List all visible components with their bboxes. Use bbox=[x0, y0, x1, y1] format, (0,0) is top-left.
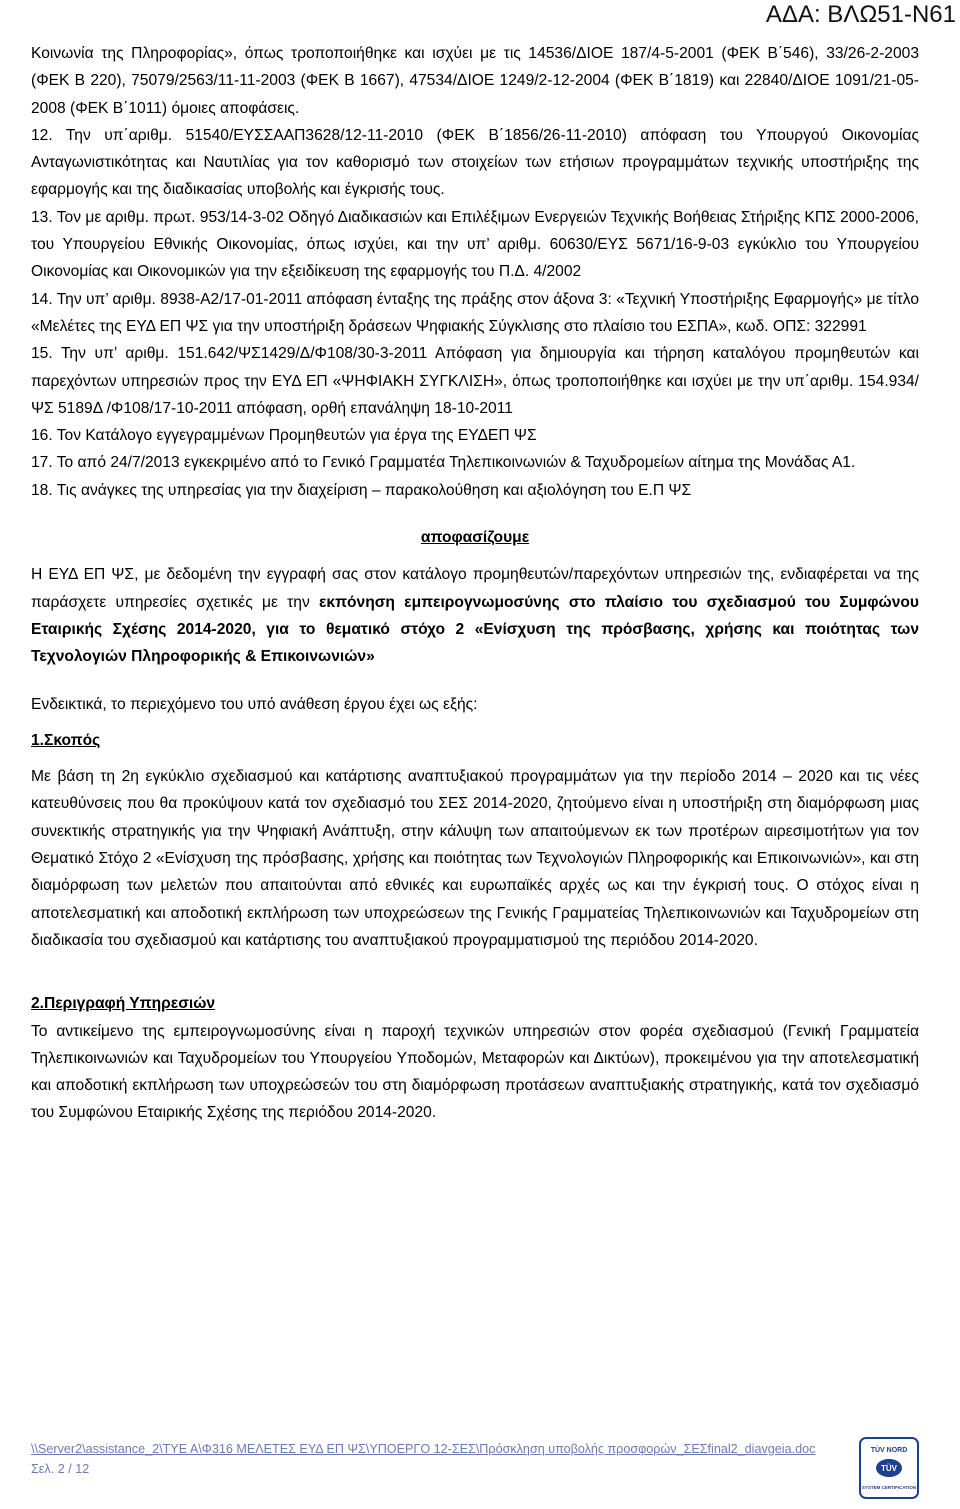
footer-file-path[interactable]: \\Server2\assistance_2\ΤΥΕ Α\Φ316 ΜΕΛΕΤΕΣ ΕΥΔ ΕΠ ΨΣ\ΥΠΟΕΡΓΟ 12-ΣΕΣ\Πρόσκληση υποβολής προσφορών_ΣΕΣfinal2_diavgeia.doc bbox=[31, 1442, 816, 1456]
list-item-17: 17. Το από 24/7/2013 εγκεκριμένο από το Γενικό Γραμματέα Τηλεπικοινωνιών & Ταχυδρομείων αίτημα της Μονάδας Α1. bbox=[31, 454, 856, 472]
document-body bbox=[31, 40, 919, 1127]
seal-mid-text: TÜV bbox=[881, 1464, 897, 1473]
list-item-12: 12. Την υπ΄αριθμ. 51540/ΕΥΣΣΑΑΠ3628/12-11-2010 (ΦΕΚ Β΄1856/26-11-2010) απόφαση του Υπουργού Οικονομίας Ανταγωνιστικότητας και Ναυτιλίας για τον καθορισμό των στοιχείων των ετήσιων προγραμμάτων τεχνικής υποστήριξης της εφαρμογής και της διαδικασίας υποβολής και έγκρισής τους. bbox=[31, 126, 919, 199]
section2-text: Το αντικείμενο της εμπειρογνωμοσύνης είναι η παροχή τεχνικών υπηρεσιών στον φορέα σχεδιασμού (Γενική Γραμματεία Τηλεπικοινωνιών και Ταχυδρομείων του Υπουργείου Υποδομών, Μεταφορών και Δικτύων), προκειμένου για την αποτελεσματική και αποδοτική εκπλήρωση των υποχρεώσεών του στη διαμόρφωση προτάσεων αναπτυξιακής στρατηγικής, κατά τον σχεδιασμό του Συμφώνου Εταιρικής Σχέσης της περιόδου 2014-2020. bbox=[31, 1022, 919, 1122]
ada-code: ΑΔΑ: ΒΛΩ51-Ν61 bbox=[765, 1, 956, 28]
list-item-13: 13. Τον με αριθμ. πρωτ. 953/14-3-02 Οδηγό Διαδικασιών και Επιλέξιμων Ενεργειών Τεχνικής Βοήθειας Στήριξης ΚΠΣ 2000-2006, του Υπουργείου Εθνικής Οικονομίας, όπως ισχύει, και την υπ’ αριθμ. 60630/ΕΥΣ 5671/16-9-03 εγκύκλιο του Υπουργείου Οικονομίας και Οικονομικών για την εξειδίκευση της εφαρμογής του Π.Δ. 4/2002 bbox=[31, 208, 919, 281]
section1-title: 1.Σκοπός bbox=[31, 731, 101, 749]
decision-heading: αποφασίζουμε bbox=[420, 529, 530, 547]
list-item-15: 15. Την υπ’ αριθμ. 151.642/ΨΣ1429/Δ/Φ108/30-3-2011 Απόφαση για δημιουργία και τήρηση καταλόγου προμηθευτών και παρεχόντων υπηρεσιών προς την ΕΥΔ ΕΠ «ΨΗΦΙΑΚΗ ΣΥΓΚΛΙΣΗ», όπως τροποποιήθηκε και ισχύει με την υπ΄αριθμ. 154.934/ ΨΣ 5189Δ /Φ108/17-10-2011 απόφαση, ορθή επανάληψη 18-10-2011 bbox=[31, 345, 919, 417]
list-item-18: 18. Τις ανάγκες της υπηρεσίας για την διαχείριση – παρακολούθηση και αξιολόγηση του Ε.Π ΨΣ bbox=[31, 481, 692, 499]
indicative-text: Ενδεικτικά, το περιεχόμενο του υπό ανάθεση έργου έχει ως εξής: bbox=[31, 695, 478, 713]
decision-bold: εκπόνηση εμπειρογνωμοσύνης στο πλαίσιο του σχεδιασμού του Συμφώνου Εταιρικής Σχέσης 2014-2020, για το θεματικό στόχο 2 «Ενίσχυση της πρόσβασης, χρήσης και ποιότητας των Τεχνολογιών Πληροφορικής & Επικοινωνιών» bbox=[31, 593, 920, 666]
decision-paragraph bbox=[31, 561, 919, 670]
intro-paragraph: Κοινωνία της Πληροφορίας», όπως τροποποιήθηκε και ισχύει με τις 14536/ΔΙΟΕ 187/4-5-2001 (ΦΕΚ Β΄546), 33/26-2-2003 (ΦΕΚ Β 220), 75079/2563/11-11-2003 (ΦΕΚ Β 1667), 47534/ΔΙΟΕ 1249/2-12-2004 (ΦΕΚ Β΄1819) και 22840/ΔΙΟΕ 1091/21-05-2008 (ΦΕΚ Β΄1011) όμοιες αποφάσεις. bbox=[31, 45, 919, 117]
list-item-14: 14. Την υπ’ αριθμ. 8938-Α2/17-01-2011 απόφαση ένταξης της πράξης στον άξονα 3: «Τεχνική Υποστήριξης Εφαρμογής» με τίτλο «Μελέτες της ΕΥΔ ΕΠ ΨΣ για την υποστήριξη δράσεων Ψηφιακής Σύγκλισης στο πλαίσιο του ΕΣΠΑ», κωδ. ΟΠΣ: 322991 bbox=[31, 290, 919, 335]
decision-normal: Η ΕΥΔ ΕΠ ΨΣ, με δεδομένη την εγγραφή σας στον κατάλογο προμηθευτών/παρεχόντων υπηρεσιών της, ενδιαφέρεται να της παράσχετε υπηρεσίες σχετικές με την bbox=[31, 566, 919, 611]
list-item-16: 16. Τον Κατάλογο εγγεγραμμένων Προμηθευτών για έργα της ΕΥΔΕΠ ΨΣ bbox=[31, 427, 537, 445]
seal-top-text: TÜV NORD bbox=[870, 1447, 908, 1454]
footer-page-number: Σελ. 2 / 12 bbox=[31, 1462, 90, 1476]
section2-title: 2.Περιγραφή Υπηρεσιών bbox=[31, 995, 216, 1013]
tuv-certification-seal-icon bbox=[859, 1437, 919, 1499]
section1-text: Με βάση τη 2η εγκύκλιο σχεδιασμού και κατάρτισης αναπτυξιακού προγραμμάτων για την περίοδο 2014 – 2020 και τις νέες κατευθύνσεις που θα προκύψουν κατά τον σχεδιασμό του ΣΕΣ 2014-2020, ζητούμενο είναι η υποστήριξη στη διαμόρφωση μιας συνεκτικής στρατηγικής για την Ψηφιακή Ανάπτυξη, στην κάλυψη των απαιτούμενων εκ των προτέρων αιρεσιμοτήτων για τον Θεματικό Στόχο 2 «Ενίσχυση της πρόσβασης, χρήσης και ποιότητας των Τεχνολογιών Πληροφορικής και Επικοινωνιών», και στη διαμόρφωση των μελετών που απαιτούνται από εθνικές και ευρωπαϊκές αρχές ως και την έγκρισή τους. Ο στόχος είναι η αποτελεσματική και αποδοτική εκπλήρωση των υποχρεώσεων της Γενικής Γραμματείας Τηλεπικοινωνιών και Ταχυδρομείων στη διαδικασία του σχεδιασμού και κατάρτισης του αναπτυξιακού προγραμματισμού της περιόδου 2014-2020. bbox=[31, 768, 919, 949]
seal-bottom-text: SYSTEM CERTIFICATION bbox=[861, 1485, 917, 1490]
